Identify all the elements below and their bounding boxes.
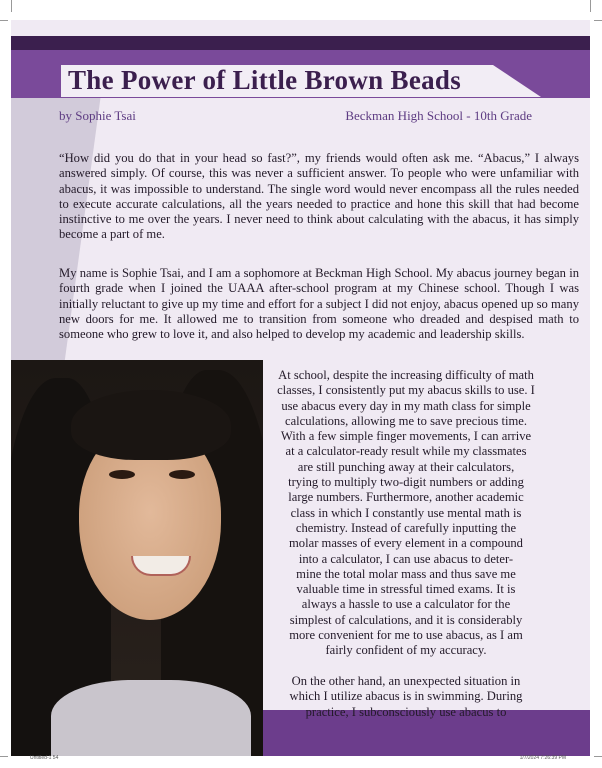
- text-line: With a few simple finger movements, I can arrive: [280, 429, 532, 444]
- photo-eye-left: [109, 470, 135, 479]
- text-line: At school, despite the increasing difficulty of math: [278, 368, 534, 382]
- text-line: chemistry. Instead of carefully inputting the: [295, 520, 517, 535]
- text-line: class in which I constantly use mental math is: [290, 505, 522, 520]
- photo-eye-right: [169, 470, 195, 479]
- text-line: valuable time in stressful timed exams. It is: [296, 582, 516, 597]
- text-line: into a calculator, I can use abacus to deter-: [298, 551, 514, 566]
- crop-mark: [594, 20, 602, 21]
- text-line: classes, I consistently put my abacus skills to use. I: [277, 383, 535, 398]
- text-line: trying to multiply two-digit numbers or adding: [288, 475, 524, 490]
- paragraph-background: My name is Sophie Tsai, and I am a sophomore at Beckman High School. My abacus journey began in fourth grade when I joined the UAAA after-school program at my Chinese school. Though I was initially reluctant to give up my time and effort for a subject I did not enjoy, abacus opened up so many new doors for me. It allowed me to transition from someone who dreaded and despised math to someone who grew to love it, and also helped to develop my academic and leadership skills.: [59, 266, 579, 342]
- top-dark-band: [11, 36, 590, 50]
- crop-mark: [0, 756, 8, 757]
- text-line: which I utilize abacus is in swimming. During: [289, 689, 523, 704]
- text-line: molar masses of every element in a compound: [289, 536, 523, 551]
- school-byline: Beckman High School - 10th Grade: [345, 108, 532, 123]
- crop-mark: [11, 0, 12, 12]
- paragraph-gap: [236, 659, 576, 674]
- text-line: are still punching away at their calculators,: [297, 459, 515, 474]
- author-byline: by Sophie Tsai: [59, 108, 136, 123]
- magazine-page: [11, 20, 590, 756]
- text-line: fairly confident of my accuracy.: [325, 643, 487, 658]
- text-line: always a hassle to use a calculator for the: [301, 597, 511, 612]
- text-line: more convenient for me to use abacus, as I am: [289, 628, 523, 643]
- paragraph-intro: “How did you do that in your head so fast?”, my friends would often ask me. “Abacus,” I always answered simply. Of course, this was never a sufficient answer. To people who were unfamiliar with abacus, it was impossible to understand. The single word would never encompass all the rules needed to execute accurate calculations, all the years needed to practice and hone this skill that had become instinctive to me over the years. I never need to think about calculating with the abacus, it has simply become a part of me.: [59, 151, 579, 242]
- footer-file-label: Untitled-1 54: [30, 755, 59, 761]
- photo-shirt: [51, 680, 251, 756]
- text-line: simplest of calculations, and it is considerably: [289, 612, 523, 627]
- text-line: practice, I subconsciously use abacus to: [305, 704, 507, 719]
- text-line: at a calculator-ready result while my classmates: [285, 444, 527, 459]
- wrapped-text-column: [236, 368, 576, 720]
- crop-mark: [0, 20, 8, 21]
- text-line: large numbers. Furthermore, another academic: [288, 490, 524, 505]
- author-photo: [11, 360, 263, 756]
- crop-mark: [594, 756, 602, 757]
- text-line: On the other hand, an unexpected situation in: [291, 673, 521, 688]
- text-line: calculations, allowing me to save precious time.: [284, 413, 527, 428]
- text-line: use abacus every day in my math class for simple: [281, 398, 531, 413]
- footer-timestamp: 1/7/2024 7:26:39 PM: [519, 755, 566, 761]
- crop-mark: [590, 0, 591, 12]
- photo-fringe: [71, 390, 231, 460]
- article-title: The Power of Little Brown Beads: [68, 65, 462, 95]
- text-line: mine the total molar mass and thus save me: [296, 566, 516, 581]
